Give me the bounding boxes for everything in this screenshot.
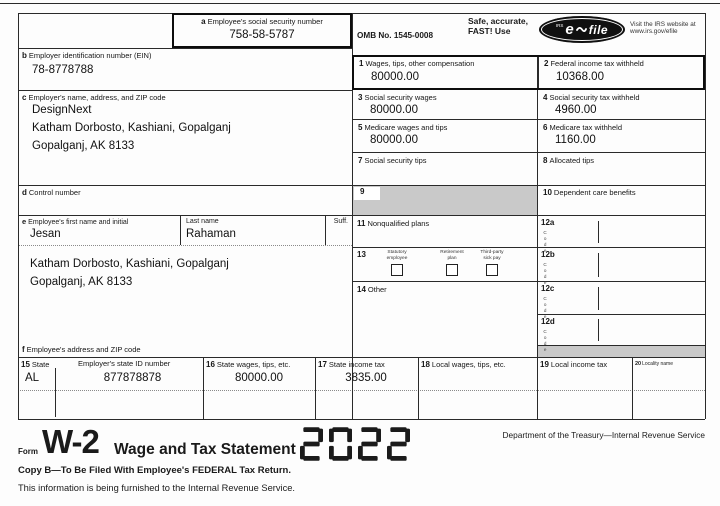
box4-value: 4960.00 xyxy=(555,104,597,116)
box16-label-text: State wages, tips, etc. xyxy=(216,360,291,369)
safe-accurate-text xyxy=(468,17,528,37)
box7-num: 7 xyxy=(358,156,363,165)
box18-num: 18 xyxy=(421,360,430,369)
thirdparty-label-line2: sick pay xyxy=(483,255,501,261)
box6-label xyxy=(543,123,622,133)
box17-label-text: State income tax xyxy=(328,360,385,369)
box4-num: 4 xyxy=(543,93,548,102)
box6-num: 6 xyxy=(543,123,548,132)
divider-line xyxy=(537,314,705,315)
box13-label xyxy=(357,250,368,260)
divider-line xyxy=(18,215,705,216)
box12d-num: 12d xyxy=(541,317,555,326)
employer-label-text: Employer's name, address, and ZIP code xyxy=(28,93,166,102)
page-top-rule xyxy=(0,3,720,4)
box4-label xyxy=(543,93,640,103)
copy-b-text: Copy B—To Be Filed With Employee's FEDERAL Tax Return. xyxy=(18,465,291,476)
state-col-divider xyxy=(315,357,316,419)
retirement-label-line2: plan xyxy=(447,255,457,261)
box10-label-text: Dependent care benefits xyxy=(553,188,636,197)
box3-label xyxy=(358,93,437,103)
irs-logo-text: IRS xyxy=(555,23,564,28)
divider-line xyxy=(352,247,705,248)
box12b-label xyxy=(541,250,557,260)
box19-label-text: Local income tax xyxy=(550,360,608,369)
box12c-code-label: Code xyxy=(542,296,548,320)
box5-label xyxy=(358,123,447,133)
divider-line xyxy=(352,119,705,120)
state-col-divider xyxy=(203,357,204,419)
state-wages-value: 80000.00 xyxy=(235,372,283,384)
retirement-label-line1: Retirement xyxy=(440,250,464,255)
box5-label-text: Medicare wages and tips xyxy=(364,123,448,132)
department-text: Department of the Treasury—Internal Revenue Service xyxy=(502,430,705,440)
box16-num: 16 xyxy=(206,360,215,369)
box7-label-text: Social security tips xyxy=(364,156,427,165)
dotted-divider xyxy=(18,390,705,391)
box20-num: 20 xyxy=(635,361,642,367)
efile-swoosh-icon xyxy=(576,21,587,39)
ein-label-text: Employer identification number (EIN) xyxy=(28,51,152,60)
code-amount-divider xyxy=(598,287,599,310)
control-box-letter: d xyxy=(22,188,27,197)
box12a-num: 12a xyxy=(541,218,555,227)
thirdparty-sickpay-checkbox[interactable] xyxy=(486,264,498,276)
statutory-employee-checkbox[interactable] xyxy=(391,264,403,276)
suffix-label: Suff. xyxy=(333,218,348,225)
employee-address-line1: Katham Dorbosto, Kashiani, Gopalganj xyxy=(30,258,229,270)
box9-label-chip xyxy=(354,187,380,200)
box4-label-text: Social security tax withheld xyxy=(549,93,640,102)
box12c-label xyxy=(541,284,556,294)
box11-label-text: Nonqualified plans xyxy=(367,219,430,228)
box14-num: 14 xyxy=(357,285,366,294)
employer-box-letter: c xyxy=(22,93,27,102)
box20-label xyxy=(635,361,673,368)
safe-line2: FAST! Use xyxy=(468,25,511,36)
box14-label xyxy=(357,285,387,295)
box10-label xyxy=(543,188,636,198)
box5-num: 5 xyxy=(358,123,363,132)
form-left-border xyxy=(18,13,19,419)
ssn-label-text: Employee's social security number xyxy=(207,17,323,26)
state-col-divider xyxy=(632,357,633,419)
box8-label xyxy=(543,156,594,166)
box5-value: 80000.00 xyxy=(370,134,418,146)
box13-num: 13 xyxy=(357,250,366,259)
efile-e-text: e xyxy=(565,21,574,38)
box15-label-text: State xyxy=(31,360,50,369)
thirdparty-label-line1: Third-party xyxy=(480,250,504,255)
code-amount-divider xyxy=(598,221,599,243)
employer-name: DesignNext xyxy=(32,104,92,116)
statutory-label-line1: Statutory xyxy=(387,250,407,255)
box12d-shaded-bar xyxy=(538,346,705,357)
form-title: Wage and Tax Statement xyxy=(114,441,296,458)
box11-label xyxy=(357,219,429,229)
employer-address-line2: Gopalganj, AK 8133 xyxy=(32,140,135,152)
furnished-text: This information is being furnished to the Internal Revenue Service. xyxy=(18,483,295,493)
form-word: Form xyxy=(18,447,38,456)
box15-label xyxy=(21,360,49,370)
f-label-text: Employee's address and ZIP code xyxy=(26,345,141,354)
first-name-label xyxy=(22,218,128,227)
ssn-label xyxy=(172,17,352,27)
box17-label xyxy=(318,360,385,370)
box6-label-text: Medicare tax withheld xyxy=(549,123,622,132)
first-name-value: Jesan xyxy=(30,228,61,240)
box14-label-text: Other xyxy=(367,285,387,294)
box2-label xyxy=(544,59,644,69)
dotted-divider xyxy=(18,245,352,246)
employee-box-letter: e xyxy=(22,217,27,226)
employer-address-label xyxy=(22,93,166,103)
efile-file-text: file xyxy=(588,22,609,37)
box3-label-text: Social security wages xyxy=(364,93,437,102)
code-amount-divider xyxy=(598,319,599,341)
f-box-letter: f xyxy=(22,345,25,354)
state-income-tax-value: 3835.00 xyxy=(345,372,387,384)
divider-line xyxy=(352,152,705,153)
control-number-label xyxy=(22,188,81,198)
ein-box-letter: b xyxy=(22,51,27,60)
box1-value: 80000.00 xyxy=(371,71,419,83)
box12d-code-label: Code xyxy=(542,329,548,353)
employee-address-line2: Gopalganj, AK 8133 xyxy=(30,276,133,288)
divider-line xyxy=(18,13,705,14)
thirdparty-sickpay-label xyxy=(466,250,518,262)
box9-num: 9 xyxy=(360,187,365,196)
statutory-label-line2: employee xyxy=(386,255,408,261)
box9-label xyxy=(360,187,366,197)
employer-address-line1: Katham Dorbosto, Kashiani, Gopalganj xyxy=(32,122,231,134)
box19-label xyxy=(540,360,607,370)
state-id-label: Employer's state ID number xyxy=(78,359,171,368)
box7-label xyxy=(358,156,427,166)
ein-label xyxy=(22,51,151,61)
divider-line xyxy=(352,281,705,282)
suffix-divider xyxy=(325,215,326,245)
name-divider xyxy=(180,215,181,245)
safe-line1: Safe, accurate, xyxy=(468,16,529,26)
ein-value: 78-8778788 xyxy=(32,64,94,76)
tax-year xyxy=(300,427,410,461)
first-name-label-text: Employee's first name and initial xyxy=(28,219,129,226)
box8-label-text: Allocated tips xyxy=(549,156,595,165)
box18-label xyxy=(421,360,506,370)
box2-value: 10368.00 xyxy=(556,71,604,83)
ssn-box-letter: a xyxy=(201,17,206,26)
box1-label xyxy=(359,59,474,69)
box3-num: 3 xyxy=(358,93,363,102)
visit-line2: www.irs.gov/efile xyxy=(630,28,678,36)
visit-irs-text xyxy=(630,21,696,36)
box8-num: 8 xyxy=(543,156,548,165)
right-column-divider xyxy=(537,90,538,419)
retirement-plan-checkbox[interactable] xyxy=(446,264,458,276)
box12a-label xyxy=(541,218,556,228)
state-id-divider xyxy=(55,368,56,417)
state-col-divider xyxy=(418,357,419,419)
box11-num: 11 xyxy=(357,219,366,228)
box2-num: 2 xyxy=(544,59,549,68)
box6-value: 1160.00 xyxy=(555,134,596,146)
divider-line xyxy=(18,48,352,49)
divider-line xyxy=(18,357,705,358)
box12a-code-label: Code xyxy=(542,230,548,254)
statutory-employee-label xyxy=(371,250,423,262)
box1-num: 1 xyxy=(359,59,364,68)
divider-line xyxy=(18,90,352,91)
visit-line1: Visit the IRS website at xyxy=(630,21,696,28)
code-amount-divider xyxy=(598,253,599,277)
box12b-code-label: Code xyxy=(542,262,548,286)
box20-label-text: Locality name xyxy=(642,361,673,367)
control-label-text: Control number xyxy=(28,188,81,197)
omb-number: OMB No. 1545-0008 xyxy=(357,31,433,40)
box18-label-text: Local wages, tips, etc. xyxy=(431,360,506,369)
last-name-label: Last name xyxy=(186,218,219,225)
divider-line xyxy=(18,419,705,420)
efile-logo xyxy=(539,16,625,43)
employee-address-label xyxy=(22,345,141,355)
box1-label-text: Wages, tips, other compensation xyxy=(365,59,475,68)
state-id-value: 877878878 xyxy=(103,372,162,384)
box19-num: 19 xyxy=(540,360,549,369)
box16-label xyxy=(206,360,290,370)
state-value: AL xyxy=(25,372,40,384)
box15-num: 15 xyxy=(21,360,30,369)
box3-value: 80000.00 xyxy=(370,104,418,116)
box12d-label xyxy=(541,317,557,327)
last-name-value: Rahaman xyxy=(186,228,236,240)
form-right-border xyxy=(705,13,706,419)
ssn-value: 758-58-5787 xyxy=(229,29,295,41)
box12c-num: 12c xyxy=(541,284,555,293)
box17-num: 17 xyxy=(318,360,327,369)
form-number: W-2 xyxy=(42,423,99,460)
box2-label-text: Federal income tax withheld xyxy=(550,59,644,68)
box12b-num: 12b xyxy=(541,250,555,259)
box10-num: 10 xyxy=(543,188,552,197)
box9-shaded-area xyxy=(353,186,537,215)
